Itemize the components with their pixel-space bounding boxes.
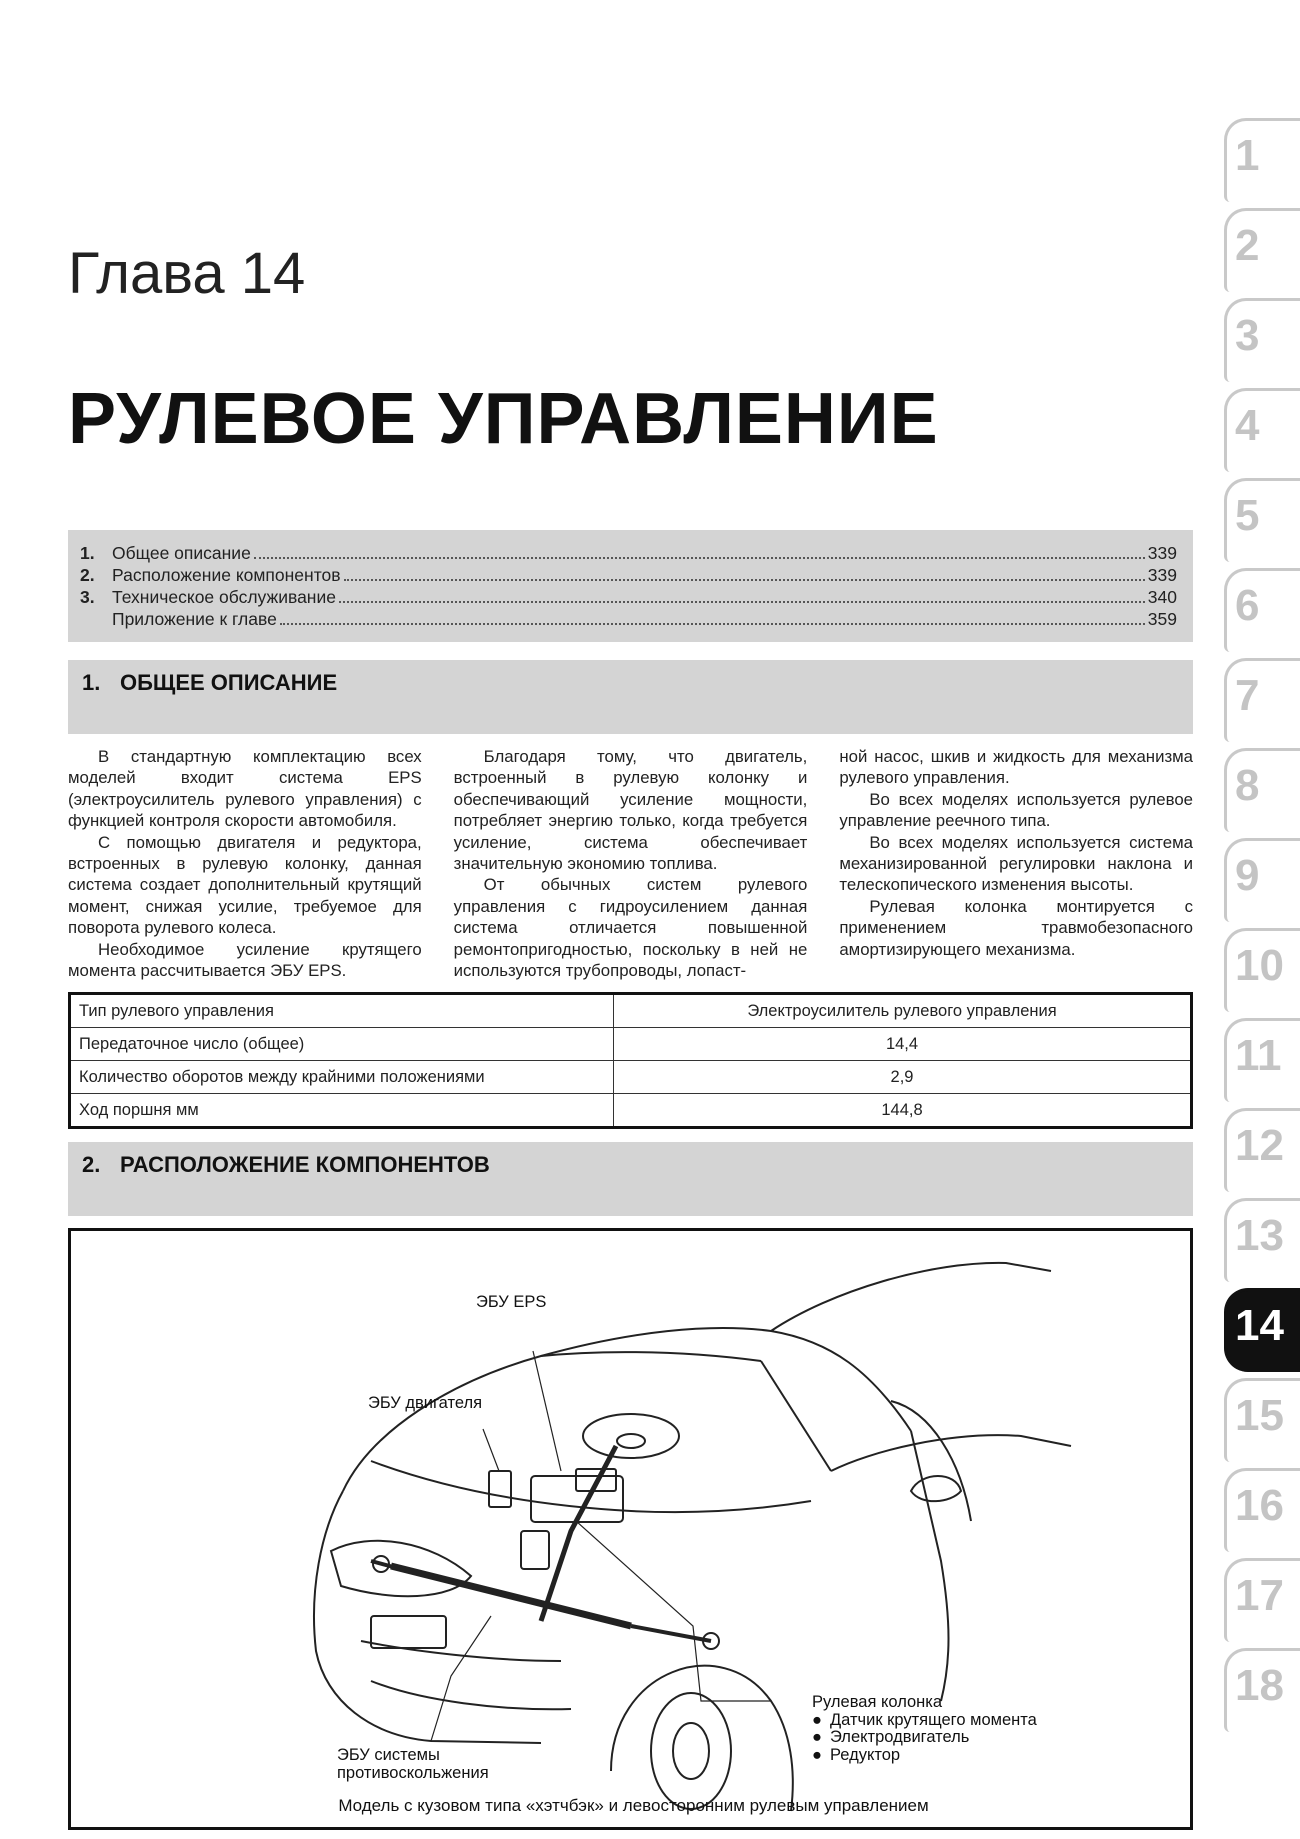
chapter-label: Глава 14 xyxy=(68,241,306,306)
toc-dot-leader xyxy=(280,623,1145,625)
toc-item-title: Общее описание xyxy=(112,543,251,563)
value-cell: 2,9 xyxy=(614,1061,1192,1094)
section-title: ОБЩЕЕ ОПИСАНИЕ xyxy=(120,670,338,695)
paragraph: Рулевая колонка монтируется с применением травмобезопасного амортизирующего механизма. xyxy=(839,896,1194,959)
toc-item[interactable] xyxy=(80,542,1177,564)
label-ecu-abs-line: ЭБУ системы xyxy=(337,1746,440,1764)
toc-item-title: Приложение к главе xyxy=(112,609,277,629)
bullet-icon: ● xyxy=(812,1728,822,1746)
chapter-tab-15[interactable]: 15 xyxy=(1224,1378,1300,1462)
toc-item[interactable] xyxy=(80,564,1177,586)
steering-column-callout xyxy=(812,1694,1037,1764)
paragraph: С помощью двигателя и редуктора, встроенных в рулевую колонку, данная система создает дополнительный крутящий момент, снижая усилие, требуемое для поворота рулевого колеса. xyxy=(68,832,422,938)
param-cell: Ход поршня мм xyxy=(70,1094,614,1128)
toc-item-page: 359 xyxy=(1147,609,1177,629)
toc-item-title: Техническое обслуживание xyxy=(112,587,336,607)
chapter-tab-12[interactable]: 12 xyxy=(1224,1108,1300,1192)
chapter-tab-2[interactable]: 2 xyxy=(1224,208,1300,292)
label-ecu-eps: ЭБУ EPS xyxy=(476,1293,547,1311)
chapter-tab-14[interactable]: 14 xyxy=(1224,1288,1300,1372)
label-ecu-engine: ЭБУ двигателя xyxy=(368,1394,483,1412)
chapter-tab-18[interactable]: 18 xyxy=(1224,1648,1300,1732)
table-row xyxy=(70,1094,1192,1128)
param-cell: Количество оборотов между крайними положениями xyxy=(70,1061,614,1094)
toc-dot-leader xyxy=(339,601,1145,603)
section-number: 1. xyxy=(82,670,101,695)
bullet-icon: ● xyxy=(812,1710,822,1729)
toc-item-title: Расположение компонентов xyxy=(112,565,341,585)
toc-item-page: 339 xyxy=(1147,565,1177,585)
chapter-tab-17[interactable]: 17 xyxy=(1224,1558,1300,1642)
chapter-tab-4[interactable]: 4 xyxy=(1224,388,1300,472)
chapter-tabs xyxy=(1224,118,1300,1738)
text-column-3 xyxy=(839,746,1193,981)
toc-item-page: 340 xyxy=(1147,587,1177,607)
chapter-tab-8[interactable]: 8 xyxy=(1224,748,1300,832)
label-ecu-abs xyxy=(337,1746,489,1782)
param-cell: Передаточное число (общее) xyxy=(70,1028,614,1061)
toc-dot-leader xyxy=(254,557,1145,559)
toc-item-number: 3. xyxy=(80,587,95,607)
paragraph: От обычных систем рулевого управления с гидроусилением данная система отличается повышенной ремонтопригодностью, поскольку в ней не используются трубопроводы, лопаст- xyxy=(453,875,808,981)
value-cell: 144,8 xyxy=(614,1094,1192,1128)
table-row xyxy=(70,1061,1192,1094)
figure-caption: Модель с кузовом типа «хэтчбэк» и левосторонним рулевым управлением xyxy=(338,1796,929,1815)
value-cell: Электроусилитель рулевого управления xyxy=(614,994,1192,1028)
callout-heading: Рулевая колонка xyxy=(812,1693,943,1711)
paragraph: Благодаря тому, что двигатель, встроенный в рулевую колонку и обеспечивающий усиление мощности, потребляет энергию только, когда требуется усиление, система обеспечивает значительную экономию топлива. xyxy=(453,747,808,874)
chapter-tab-11[interactable]: 11 xyxy=(1224,1018,1300,1102)
section-number: 2. xyxy=(82,1152,101,1177)
section-title: РАСПОЛОЖЕНИЕ КОМПОНЕНТОВ xyxy=(120,1152,490,1177)
chapter-tab-7[interactable]: 7 xyxy=(1224,658,1300,742)
callout-item: ● Датчик крутящего момента xyxy=(812,1710,1037,1729)
paragraph: В стандартную комплектацию всех моделей входит система EPS (электроусилитель рулевого управления) с функцией контроля скорости автомобиля. xyxy=(68,747,422,831)
text-column-1 xyxy=(68,746,422,981)
section-heading-general xyxy=(68,660,1193,734)
param-cell: Тип рулевого управления xyxy=(70,994,614,1028)
chapter-tab-16[interactable]: 16 xyxy=(1224,1468,1300,1552)
toc-item-number: 2. xyxy=(80,565,95,585)
text-column-2 xyxy=(454,746,808,981)
toc-item-number: 1. xyxy=(80,543,95,563)
callout-item: ● Редуктор xyxy=(812,1745,901,1764)
chapter-tab-6[interactable]: 6 xyxy=(1224,568,1300,652)
toc-item[interactable] xyxy=(80,586,1177,608)
callout-item: ● Электродвигатель xyxy=(812,1728,970,1746)
paragraph: Во всех моделях используется система механизированной регулировки наклона и телескопического изменения высоты. xyxy=(839,832,1194,895)
chapter-tab-9[interactable]: 9 xyxy=(1224,838,1300,922)
body-text xyxy=(68,746,1193,981)
table-row xyxy=(70,1028,1192,1061)
chapter-tab-3[interactable]: 3 xyxy=(1224,298,1300,382)
bullet-icon: ● xyxy=(812,1745,822,1764)
paragraph: Необходимое усиление крутящего момента рассчитывается ЭБУ EPS. xyxy=(68,939,422,981)
label-ecu-abs-line: противоскольжения xyxy=(337,1764,489,1782)
toc-item[interactable] xyxy=(80,608,1177,630)
paragraph: Во всех моделях используется рулевое управление реечного типа. xyxy=(839,789,1194,831)
table-row xyxy=(70,994,1192,1028)
chapter-title: РУЛЕВОЕ УПРАВЛЕНИЕ xyxy=(68,379,939,459)
value-cell: 14,4 xyxy=(614,1028,1192,1061)
toc-dot-leader xyxy=(344,579,1145,581)
toc-item-page: 339 xyxy=(1147,543,1177,563)
chapter-tab-13[interactable]: 13 xyxy=(1224,1198,1300,1282)
steering-spec-table xyxy=(68,992,1193,1129)
chapter-tab-10[interactable]: 10 xyxy=(1224,928,1300,1012)
table-of-contents xyxy=(68,530,1193,642)
paragraph: ной насос, шкив и жидкость для механизма рулевого управления. xyxy=(839,747,1194,788)
chapter-tab-5[interactable]: 5 xyxy=(1224,478,1300,562)
section-heading-components xyxy=(68,1142,1193,1216)
chapter-tab-1[interactable]: 1 xyxy=(1224,118,1300,202)
